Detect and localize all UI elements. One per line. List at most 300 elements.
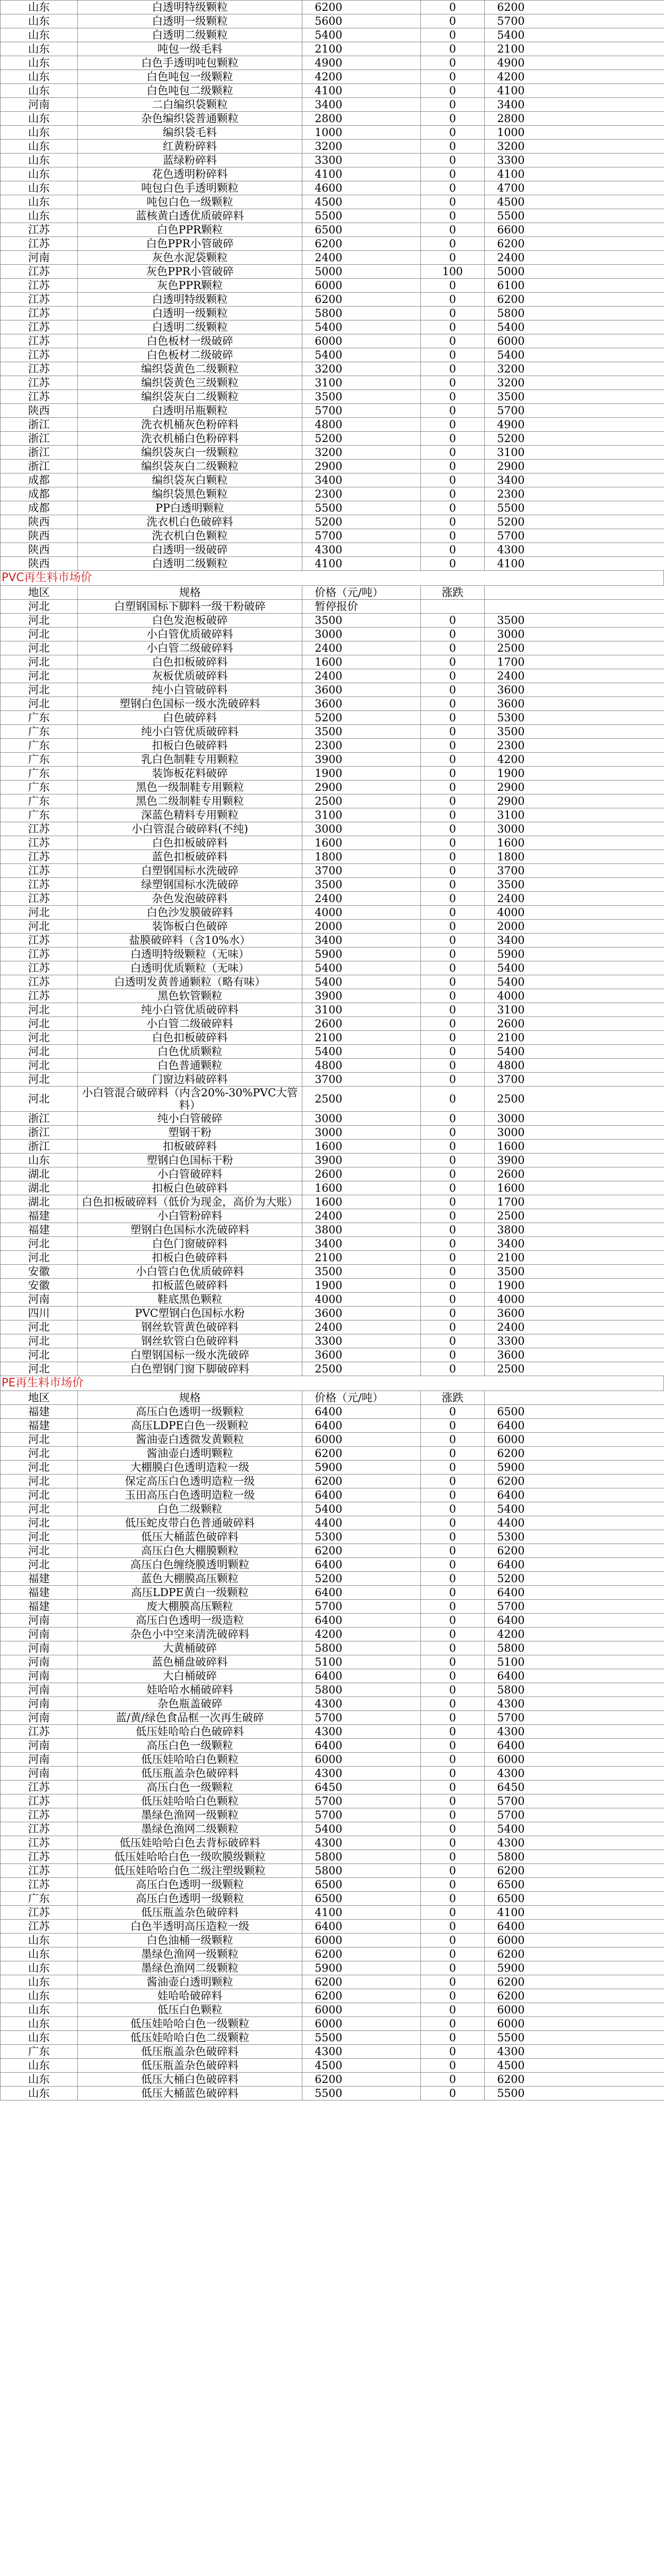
- change-cell: 0: [421, 1251, 485, 1265]
- region-cell: 湖北: [1, 1167, 78, 1181]
- price-cell: 4300: [302, 1767, 421, 1781]
- spec-cell: 纯小白管优质破碎料: [78, 725, 302, 739]
- region-cell: 河北: [1, 1348, 78, 1362]
- region-cell: 河南: [1, 1641, 78, 1655]
- spec-cell: 低压白色颗粒: [78, 2003, 302, 2017]
- price-cell-2: 4500: [485, 2059, 664, 2073]
- price-cell: 6200: [302, 1989, 421, 2003]
- spec-cell: 低压娃哈哈白色二级注塑级颗粒: [78, 1864, 302, 1878]
- region-cell: 山东: [1, 154, 78, 167]
- table-row: [1, 1112, 664, 1126]
- change-cell: 0: [421, 376, 485, 390]
- table-row: [1, 348, 664, 362]
- price-cell: 3300: [302, 154, 421, 167]
- change-cell: 0: [421, 1167, 485, 1181]
- spec-cell: 花色透明粉碎料: [78, 167, 302, 181]
- price-cell-2: 2100: [485, 1251, 664, 1265]
- price-cell-2: 6600: [485, 223, 664, 237]
- price-cell: 5200: [302, 515, 421, 529]
- spec-cell: 杂色发泡破碎料: [78, 892, 302, 906]
- table-row: [1, 376, 664, 390]
- change-cell: 0: [421, 487, 485, 501]
- change-cell: 0: [421, 1461, 485, 1475]
- price-cell-2: 3400: [485, 98, 664, 112]
- change-cell: 0: [421, 1975, 485, 1989]
- price-cell: 5900: [302, 947, 421, 961]
- price-cell: 1600: [302, 1195, 421, 1209]
- spec-cell: 低压瓶盖杂色破碎料: [78, 1906, 302, 1920]
- price-cell: 3100: [302, 808, 421, 822]
- region-cell: 河北: [1, 1334, 78, 1348]
- spec-cell: 白色优质颗粒: [78, 1045, 302, 1059]
- region-cell: 河北: [1, 1087, 78, 1112]
- price-cell-2: 3500: [485, 1265, 664, 1279]
- change-cell: 0: [421, 1794, 485, 1808]
- change-cell: 0: [421, 195, 485, 209]
- price-cell-2: 1600: [485, 1181, 664, 1195]
- region-cell: 江苏: [1, 279, 78, 293]
- price-cell-2: 6200: [485, 1864, 664, 1878]
- change-cell: 0: [421, 1655, 485, 1669]
- spec-cell: 灰色水泥袋颗粒: [78, 251, 302, 265]
- price-cell-2: 4200: [485, 70, 664, 84]
- change-cell: 0: [421, 1223, 485, 1237]
- price-cell-2: 5400: [485, 348, 664, 362]
- spec-cell: 深蓝色精料专用颗粒: [78, 808, 302, 822]
- price-cell-2: 4300: [485, 543, 664, 557]
- price-cell-2: 4700: [485, 181, 664, 195]
- spec-cell: 白透明二级颗粒: [78, 320, 302, 334]
- region-cell: 广东: [1, 725, 78, 739]
- price-cell-2: 5500: [485, 209, 664, 223]
- spec-cell: 盐膜破碎料（含10%水）: [78, 934, 302, 947]
- spec-cell: 白透明一级破碎: [78, 543, 302, 557]
- spec-cell: 纯小白管破碎料: [78, 683, 302, 697]
- change-cell: 0: [421, 557, 485, 571]
- price-cell: 6200: [302, 1, 421, 14]
- change-cell: 0: [421, 1753, 485, 1767]
- price-cell-2: 5700: [485, 1711, 664, 1725]
- spec-cell: 低压娃哈哈白色一级颗粒: [78, 2017, 302, 2031]
- table-row: [1, 1154, 664, 1167]
- spec-cell: 白塑钢国标一级水洗破碎: [78, 1348, 302, 1362]
- table-row: [1, 1975, 664, 1989]
- table-row: [1, 1628, 664, 1641]
- change-cell: 0: [421, 1781, 485, 1794]
- spec-cell: 纯小白管优质破碎料: [78, 1003, 302, 1017]
- change-cell: 0: [421, 1989, 485, 2003]
- table-row: [1, 697, 664, 711]
- change-cell: 0: [421, 418, 485, 432]
- spec-cell: 低压娃哈哈白色二级颗粒: [78, 2031, 302, 2045]
- price-cell: 6500: [302, 1892, 421, 1906]
- price-cell-2: 5900: [485, 947, 664, 961]
- region-cell: 河南: [1, 98, 78, 112]
- table-row: [1, 739, 664, 753]
- price-cell-2: 3100: [485, 446, 664, 460]
- region-cell: 湖北: [1, 1195, 78, 1209]
- spec-cell: 低压蛇皮带白色普通破碎料: [78, 1516, 302, 1530]
- table-row: [1, 1822, 664, 1836]
- table-row: [1, 1447, 664, 1461]
- price-cell: 3100: [302, 376, 421, 390]
- region-cell: 浙江: [1, 432, 78, 446]
- change-cell: 0: [421, 1878, 485, 1892]
- table-row: [1, 501, 664, 515]
- price-cell-2: 5500: [485, 501, 664, 515]
- region-cell: 河北: [1, 1447, 78, 1461]
- price-cell: 4000: [302, 1293, 421, 1307]
- table-row: [1, 1697, 664, 1711]
- change-cell: 0: [421, 739, 485, 753]
- table-row: [1, 1126, 664, 1140]
- spec-cell: 灰板优质破碎料: [78, 669, 302, 683]
- spec-cell: 白色吨包一级颗粒: [78, 70, 302, 84]
- region-cell: 河南: [1, 1614, 78, 1628]
- change-cell: 0: [421, 864, 485, 878]
- price-cell-2: 1700: [485, 1195, 664, 1209]
- region-cell: 江苏: [1, 934, 78, 947]
- table-row: [1, 209, 664, 223]
- change-cell: 0: [421, 1405, 485, 1419]
- table-row: [1, 1307, 664, 1320]
- price-cell-2: 5300: [485, 1530, 664, 1544]
- table-row: [1, 878, 664, 892]
- price-cell-2: 3100: [485, 1003, 664, 1017]
- column-header: 地区: [1, 586, 78, 600]
- change-cell: 0: [421, 2017, 485, 2031]
- table-row: [1, 1558, 664, 1572]
- price-cell-2: 2000: [485, 920, 664, 934]
- region-cell: 陕西: [1, 404, 78, 418]
- price-cell: 3400: [302, 1237, 421, 1251]
- price-cell-2: 2800: [485, 112, 664, 126]
- spec-cell: 蓝/黄/绿色食品框一次再生破碎: [78, 1711, 302, 1725]
- price-cell: 5700: [302, 1808, 421, 1822]
- change-cell: 0: [421, 1906, 485, 1920]
- region-cell: 河北: [1, 1059, 78, 1073]
- price-cell: 2500: [302, 1087, 421, 1112]
- table-row: [1, 1433, 664, 1447]
- change-cell: 0: [421, 2031, 485, 2045]
- spec-cell: 扣板白色破碎料: [78, 739, 302, 753]
- table-row: [1, 2087, 664, 2100]
- table-row: [1, 961, 664, 975]
- change-cell: 0: [421, 1195, 485, 1209]
- change-cell: 0: [421, 669, 485, 683]
- change-cell: 0: [421, 1265, 485, 1279]
- region-cell: 河北: [1, 697, 78, 711]
- price-cell-2: 3200: [485, 362, 664, 376]
- price-cell-2: 1700: [485, 655, 664, 669]
- spec-cell: 白色PPR颗粒: [78, 223, 302, 237]
- price-cell: 1600: [302, 1140, 421, 1154]
- price-cell: 4400: [302, 1516, 421, 1530]
- region-cell: 江苏: [1, 961, 78, 975]
- price-cell: 2400: [302, 892, 421, 906]
- change-cell: 0: [421, 1045, 485, 1059]
- change-cell: 0: [421, 794, 485, 808]
- region-cell: 江苏: [1, 1920, 78, 1934]
- region-cell: 山东: [1, 42, 78, 56]
- price-cell: 5400: [302, 320, 421, 334]
- change-cell: 0: [421, 390, 485, 404]
- change-cell: 0: [421, 1362, 485, 1376]
- table-row: [1, 1237, 664, 1251]
- table-row: [1, 223, 664, 237]
- price-cell: 2800: [302, 112, 421, 126]
- spec-cell: 墨绿色渔网一级颗粒: [78, 1947, 302, 1961]
- price-cell-2: 1900: [485, 767, 664, 781]
- price-cell: 5700: [302, 1711, 421, 1725]
- change-cell: 0: [421, 237, 485, 251]
- price-cell-2: 5500: [485, 2031, 664, 2045]
- price-cell: 5200: [302, 711, 421, 725]
- change-cell: 0: [421, 934, 485, 947]
- region-cell: 广东: [1, 808, 78, 822]
- price-cell: 6000: [302, 279, 421, 293]
- region-cell: 河北: [1, 1558, 78, 1572]
- spec-cell: 白塑钢国标水洗破碎: [78, 864, 302, 878]
- price-cell: 5400: [302, 28, 421, 42]
- change-cell: 0: [421, 251, 485, 265]
- region-cell: 江苏: [1, 864, 78, 878]
- change-cell: 0: [421, 2087, 485, 2100]
- spec-cell: 低压瓶盖杂色破碎料: [78, 1767, 302, 1781]
- spec-cell: 白塑钢国标下脚料一级干粉破碎: [78, 600, 302, 614]
- change-cell: 0: [421, 1892, 485, 1906]
- region-cell: 广东: [1, 753, 78, 767]
- spec-cell: 酱油壶白透明颗粒: [78, 1975, 302, 1989]
- region-cell: 浙江: [1, 1126, 78, 1140]
- region-cell: 福建: [1, 1209, 78, 1223]
- change-cell: 0: [421, 850, 485, 864]
- price-cell: 5400: [302, 1502, 421, 1516]
- spec-cell: 钢丝软管白色破碎料: [78, 1334, 302, 1348]
- region-cell: 江苏: [1, 1725, 78, 1739]
- price-cell-2: 5400: [485, 1822, 664, 1836]
- region-cell: 河北: [1, 1488, 78, 1502]
- price-cell: 3600: [302, 1348, 421, 1362]
- price-cell-2: 3600: [485, 1307, 664, 1320]
- table-row: [1, 1934, 664, 1947]
- price-cell-2: 4300: [485, 2045, 664, 2059]
- price-cell-2: 6400: [485, 1920, 664, 1934]
- region-cell: 山东: [1, 1989, 78, 2003]
- table-row: [1, 473, 664, 487]
- spec-cell: 红黄粉碎料: [78, 140, 302, 154]
- change-cell: 0: [421, 1293, 485, 1307]
- price-cell: 3100: [302, 1003, 421, 1017]
- spec-cell: 高压白色缠绕膜透明颗粒: [78, 1558, 302, 1572]
- region-cell: 江苏: [1, 307, 78, 320]
- spec-cell: 高压白色大棚膜颗粒: [78, 1544, 302, 1558]
- region-cell: 浙江: [1, 446, 78, 460]
- price-cell: 3900: [302, 1154, 421, 1167]
- price-cell-2: 6500: [485, 1878, 664, 1892]
- region-cell: 福建: [1, 1419, 78, 1433]
- table-row: [1, 655, 664, 669]
- column-header: [485, 1391, 664, 1405]
- price-cell-2: 6400: [485, 1419, 664, 1433]
- table-row: [1, 1334, 664, 1348]
- region-cell: 山东: [1, 181, 78, 195]
- price-cell-2: 6450: [485, 1781, 664, 1794]
- price-cell: 5700: [302, 1600, 421, 1614]
- change-cell: 0: [421, 112, 485, 126]
- change-cell: 0: [421, 1739, 485, 1753]
- change-cell: 0: [421, 1154, 485, 1167]
- table-row: [1, 1669, 664, 1683]
- region-cell: 河北: [1, 1530, 78, 1544]
- price-cell-2: 5800: [485, 1683, 664, 1697]
- region-cell: 山东: [1, 2003, 78, 2017]
- spec-cell: 酱油壶白透明颗粒: [78, 1447, 302, 1461]
- price-cell-2: 6000: [485, 1753, 664, 1767]
- table-row: [1, 1530, 664, 1544]
- table-row: [1, 1920, 664, 1934]
- change-cell: 0: [421, 683, 485, 697]
- change-cell: 0: [421, 1279, 485, 1293]
- price-cell: 5700: [302, 1794, 421, 1808]
- table-row: [1, 920, 664, 934]
- spec-cell: 纯小白管破碎: [78, 1112, 302, 1126]
- spec-cell: 黑色软管颗粒: [78, 989, 302, 1003]
- price-cell-2: 4200: [485, 753, 664, 767]
- region-cell: 河北: [1, 1045, 78, 1059]
- price-cell-2: 2400: [485, 1320, 664, 1334]
- change-cell: 0: [421, 1017, 485, 1031]
- table-row: [1, 906, 664, 920]
- spec-cell: 塑钢干粉: [78, 1126, 302, 1140]
- table-row: [1, 1265, 664, 1279]
- table-row: [1, 892, 664, 906]
- change-cell: 0: [421, 1126, 485, 1140]
- region-cell: 福建: [1, 1572, 78, 1586]
- region-cell: 安徽: [1, 1265, 78, 1279]
- table-row: [1, 84, 664, 98]
- spec-cell: 白色扣板破碎料: [78, 836, 302, 850]
- spec-cell: 低压娃哈哈白色颗粒: [78, 1753, 302, 1767]
- price-cell-2: 3500: [485, 725, 664, 739]
- table-row: [1, 1140, 664, 1154]
- price-cell: 5600: [302, 14, 421, 28]
- change-cell: 0: [421, 1947, 485, 1961]
- table-row: [1, 251, 664, 265]
- spec-cell: 低压瓶盖杂色破碎料: [78, 2045, 302, 2059]
- change-cell: 0: [421, 84, 485, 98]
- change-cell: 0: [421, 947, 485, 961]
- price-cell: 6400: [302, 1586, 421, 1600]
- column-header: 价格（元/吨）: [302, 1391, 421, 1405]
- price-cell: 6000: [302, 334, 421, 348]
- region-cell: 河南: [1, 1628, 78, 1641]
- region-cell: 河南: [1, 1683, 78, 1697]
- change-cell: 0: [421, 989, 485, 1003]
- region-cell: 江苏: [1, 836, 78, 850]
- spec-cell: 编织袋灰白一级颗粒: [78, 446, 302, 460]
- table-row: [1, 279, 664, 293]
- column-header: 涨跌: [421, 586, 485, 600]
- price-cell: 5900: [302, 1961, 421, 1975]
- table-row: [1, 1767, 664, 1781]
- spec-cell: 白透明二级颗粒: [78, 557, 302, 571]
- price-cell: 4900: [302, 56, 421, 70]
- region-cell: 湖北: [1, 1181, 78, 1195]
- price-cell: 5700: [302, 404, 421, 418]
- region-cell: 江苏: [1, 1794, 78, 1808]
- price-cell: 6200: [302, 237, 421, 251]
- change-cell: 0: [421, 362, 485, 376]
- price-cell: 4500: [302, 195, 421, 209]
- change-cell: 100: [421, 265, 485, 279]
- price-cell-2: 3600: [485, 1348, 664, 1362]
- price-cell-2: 1900: [485, 1279, 664, 1293]
- price-cell: 5200: [302, 1572, 421, 1586]
- price-cell: 3400: [302, 473, 421, 487]
- price-cell: 5800: [302, 1683, 421, 1697]
- region-cell: 河北: [1, 1003, 78, 1017]
- spec-cell: 吨包白色手透明颗粒: [78, 181, 302, 195]
- table-row: [1, 2017, 664, 2031]
- region-cell: 江苏: [1, 850, 78, 864]
- table-row: [1, 446, 664, 460]
- spec-cell: 洗衣机桶白色粉碎料: [78, 432, 302, 446]
- spec-cell: 小白管破碎料: [78, 1167, 302, 1181]
- table-row: [1, 767, 664, 781]
- spec-cell: 塑钢白色国标干粉: [78, 1154, 302, 1167]
- price-cell-2: 3400: [485, 934, 664, 947]
- spec-cell: 编织袋毛料: [78, 126, 302, 140]
- change-cell: 0: [421, 1530, 485, 1544]
- change-cell: 0: [421, 614, 485, 628]
- table-row: [1, 1614, 664, 1628]
- price-cell: 3500: [302, 1265, 421, 1279]
- price-cell-2: 6200: [485, 237, 664, 251]
- spec-cell: 蓝核黄白透优质破碎料: [78, 209, 302, 223]
- change-cell: 0: [421, 1669, 485, 1683]
- table-row: [1, 432, 664, 446]
- price-cell: 3500: [302, 614, 421, 628]
- price-cell: 6200: [302, 1947, 421, 1961]
- region-cell: 河北: [1, 1433, 78, 1447]
- price-cell: 3900: [302, 989, 421, 1003]
- table-row: [1, 1461, 664, 1475]
- spec-cell: 蓝色大棚膜高压颗粒: [78, 1572, 302, 1586]
- table-row: [1, 1475, 664, 1488]
- table-row: [1, 1641, 664, 1655]
- region-cell: 成都: [1, 501, 78, 515]
- spec-cell: 小白管二级破碎料: [78, 1017, 302, 1031]
- region-cell: 广东: [1, 2045, 78, 2059]
- price-cell-2: 2500: [485, 1209, 664, 1223]
- region-cell: 山东: [1, 70, 78, 84]
- spec-cell: 编织袋黄色三级颗粒: [78, 376, 302, 390]
- price-cell: 3600: [302, 683, 421, 697]
- spec-cell: 高压LDPE白色一级颗粒: [78, 1419, 302, 1433]
- spec-cell: 黑色二级制鞋专用颗粒: [78, 794, 302, 808]
- region-cell: 江苏: [1, 320, 78, 334]
- region-cell: 山东: [1, 112, 78, 126]
- region-cell: 山东: [1, 56, 78, 70]
- table-row: [1, 390, 664, 404]
- region-cell: 河北: [1, 683, 78, 697]
- price-cell-2: 5700: [485, 1808, 664, 1822]
- pe-section-title: PE再生料市场价: [0, 1376, 664, 1391]
- table-row: [1, 1279, 664, 1293]
- region-cell: 河北: [1, 1237, 78, 1251]
- price-cell: 1600: [302, 655, 421, 669]
